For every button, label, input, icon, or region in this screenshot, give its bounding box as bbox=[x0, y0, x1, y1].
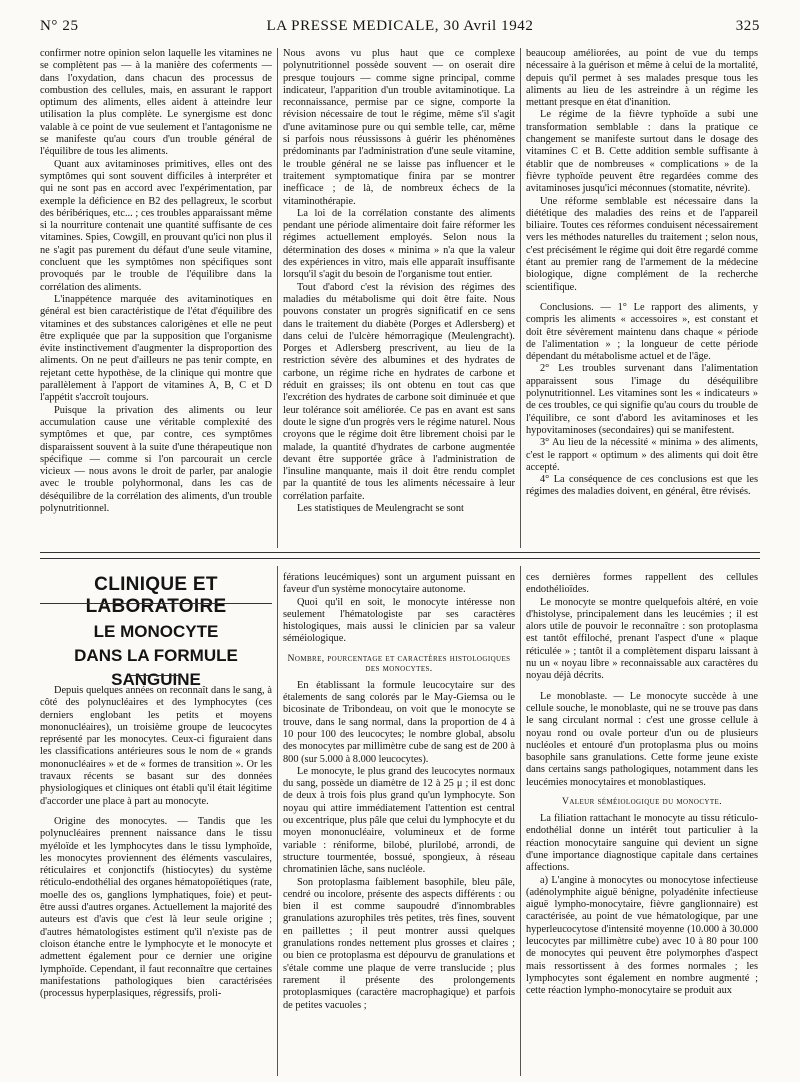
paragraph: En établissant la formule leucocytaire sur des étalements de sang colorés par le May-Giemsa ou le bicosinate de Tribondeau, on voit que le monocyte se trouve, dans le sang normal, dans la proportion de 4 à 10 pour 100 des leucocytes; le nombre global, absolu des monocytes par millimètre cube de sang est de 200 à 800 (sur 5.000 à 8.000 leucocytes). bbox=[283, 679, 515, 765]
paragraph: Son protoplasma faiblement basophile, bleu pâle, cendré ou incolore, présente des aspects différents : ou bien il est comme saupoudré d'innombrables granulations azurophiles très petites, très fines, souvent en paillettes ; il peut montrer aussi quelques granulations rondes nettement plus grosses et claires ; ou bien ce protoplasma est dépourvu de granulations et s'étale comme une plaque de verre translucide ; plus rarement il présente des prolongements protoplasmiques (caractère macrophagique) et parfois de petites vacuoles ; bbox=[283, 876, 515, 1011]
paragraph: Origine des monocytes. — Tandis que les polynucléaires prennent naissance dans le tissu myéloïde et les lymphocytes dans le tissu lymphoïde, les monocytes proviennent des éléments vasculaires, réticulaires et conjonctifs (histiocytes) du système réticulo-endothélial des organes hématopoïétiques (rate, moelle des os, ganglions lymphatiques, foie) et peut-être aussi d'autres organes. Actuellement la majorité des auteurs est d'avis que c'est là leur seule origine ; d'autres hématologistes estiment qu'il n'existe pas de cloison étanche entre le lymphocyte et le monocyte et admettent également pour ce dernier une origine lymphoïde. Cependant, il faut reconnaître que certaines manifestations pathologiques bien caractérisées (processus hyperplasiques, régressifs, proli- bbox=[40, 815, 272, 1000]
paragraph: Tout d'abord c'est la révision des régimes des maladies du métabolisme qui doit être faite. Nous pouvons constater un progrès significatif en ce sens dans le traitement du diabète (Porges et Adlersberg) et dans celui de l'ulcère hémorragique (Meulengracht). Porges et Adlersberg prescrivent, au lieu de la restriction sévère des albumines et des hydrates de carbone, un régime riche en hydrates de carbone et réduit en graisses; ils ont obtenu en tout cas que l'excrétion des hydrates de carbone soit diminuée et que leur tolérance soit améliorée. Ce pas en avant est sans doute le signe d'un progrès vers le régime naturel. Nous croyons que le régime doit être librement choisi par le malade, la quantité d'hydrates de carbone augmentée devant être supportée grâce à l'administration de l'insuline manquante, mais il doit être rendu complet par la quantité de tous les aliments nécessaire à leur corrélation parfaite. bbox=[283, 281, 515, 502]
paragraph: Le monocyte, le plus grand des leucocytes normaux du sang, possède un diamètre de 12 à 25 μ ; il est donc de deux à trois fois plus grand qu'un lymphocyte. Son noyau qui attire immédiatement l'attention est central ou excentrique, plus pâle que celui du lymphocyte et du moyen mononucléaire, volumineux et de forme variable : réniforme, bilobé, plurilobé, arrondi, de structure tourmentée, bossué, spongieux, à réseau chromatinien lâche, sans nucléole. bbox=[283, 765, 515, 876]
paragraph: L'inappétence marquée des avitaminotiques en général est bien caractéristique de l'état d'équilibre des vitamines et des substances calorigènes et elle ne peut être expliquée que par la supposition que l'organisme évite instinctivement d'augmenter la disproportion des aliments. On ne peut d'ailleurs ne pas tenir compte, en rejetant cette hypothèse, de la clinique qui montre que parallèlement à l'apport de vitamines A, B, C et D l'appétit s'accroît toujours. bbox=[40, 293, 272, 404]
section-title: CLINIQUE ET LABORATOIRE bbox=[85, 574, 227, 617]
section-divider bbox=[40, 558, 760, 559]
paragraph: Puisque la privation des aliments ou leur accumulation cause une véritable complexité des symptômes et que, par contre, ces symptômes disparaissent souvent à la suite d'une thérapeutique non spécifique — comme si l'on parcourait un cercle vicieux — nous avons le droit de parler, par analogie avec le trouble polyhormonal, dans les cas de déséquilibre de la corrélation des aliments, d'un trouble polynutritionnel. bbox=[40, 404, 272, 514]
paragraph: Le monoblaste. — Le monocyte succède à une cellule souche, le monoblaste, qui ne se trouve pas dans le sang circulant normal : c'est une grosse cellule à noyau rond ou ovale porteur d'un ou de plusieurs nucléoles et entouré d'un protoplasma plus ou moins basophile sans granulations. Cette forme jeune existe dans certains sangs pathologiques, notamment dans les leucémies monocytaires et monoblastiques. bbox=[526, 690, 758, 788]
paragraph: beaucoup améliorées, au point de vue du temps nécessaire à la guérison et même à celui de la mortalité, depuis qu'il permet à ses malades presque tous les aliments au lieu de les astreindre à un régime les mettant presque en état d'inanition. bbox=[526, 48, 758, 109]
subsection-heading: Valeur séméiologique du monocyte. bbox=[562, 796, 722, 808]
paragraph: Le régime de la fièvre typhoïde a subi une transformation semblable : dans la pratique ce changement se manifeste surtout dans le dosage des vitamines C et B. Cette addition semble suffisante à établir que de nombreuses « complications » de la fièvre typhoïde peuvent être regardées comme des avitaminoses jusqu'ici méconnues (stomatite, névrite). bbox=[526, 109, 758, 195]
article-column-3 bbox=[526, 572, 758, 1075]
article-title-line-1: LE MONOCYTE bbox=[93, 622, 219, 641]
paragraph: Le monocyte se montre quelquefois altéré, en voie d'histolyse, principalement dans les leucémies ; il est alors utile de pouvoir le reconnaître : son protoplasma est tantôt effiloché, prenant l'aspect d'une « plaque réticulée » ; tantôt il a complètement disparu laissant à nu un « noyau libre » reconnaissable aux caractères du noyau déjà décrits. bbox=[526, 596, 758, 682]
page-number: 325 bbox=[735, 18, 760, 34]
paragraph: ces dernières formes rappellent des cellules endothélioïdes. bbox=[526, 572, 758, 596]
journal-title-date: LA PRESSE MEDICALE, 30 Avril 1942 bbox=[266, 18, 534, 34]
article-title bbox=[40, 620, 272, 692]
article-title-rule bbox=[130, 675, 182, 676]
column-divider bbox=[277, 48, 278, 548]
paragraph: Quoi qu'il en soit, le monocyte intéresse non seulement l'hématologiste par ses caractères histologiques, mais aussi le clinicien par sa valeur séméiologique. bbox=[283, 596, 515, 645]
paragraph: La filiation rattachant le monocyte au tissu réticulo-endothélial donne un intérêt tout particulier à la réaction monocytaire sanguine qui devient un signe d'une importance diagnostique capitale dans certaines affections. bbox=[526, 813, 758, 874]
paragraph: 2° Les troubles survenant dans l'alimentation apparaissent sous l'image du déséquilibre polynutritionnel. Les vitamines sont les « indicateurs » de ces troubles, ce qui signifie qu'au cours du trouble de l'équilibre, ce sont d'abord les avitaminoses et les hypovitaminoses (secondaires) qui se manifestent. bbox=[526, 363, 758, 436]
paragraph: a) L'angine à monocytes ou monocytose infectieuse (adénolymphite aiguë bénigne, polyadénite infectieuse aiguë lympho-monocytaire, fièvre ganglionnaire) est caractérisée, au point de vue hématologique, par une hyperleucocytose d'intensité moyenne (10.000 à 30.000 leucocytes par millimètre cube) avec 10 à 80 pour 100 de monocytes qui peuvent être polymorphes d'aspect mais ressortissent à des formes normales ; les lymphocytes sont également en nombre augmenté ; cette réaction lympho-monocytaire se produit aux bbox=[526, 874, 758, 997]
page-header bbox=[40, 14, 760, 40]
paragraph: La loi de la corrélation constante des aliments pendant une période alimentaire doit faire réformer les régimes actuellement employés. Selon nous la détermination des doses « minima » n'a que la valeur des expériences in vitro, mais elle apparaît insuffisante lorsqu'il s'agit du besoin de l'organisme tout entier. bbox=[283, 207, 515, 281]
column-divider bbox=[277, 566, 278, 1076]
top-column-3 bbox=[526, 48, 758, 548]
section-divider bbox=[40, 552, 760, 553]
article-column-2 bbox=[283, 572, 515, 1075]
column-divider bbox=[520, 566, 521, 1076]
paragraph: confirmer notre opinion selon laquelle les vitamines ne se complètent pas — à la manière des coferments — dans l'oxydation, dans chacun des processus de combustion des cellules, mais, en assurant le rapport optimum des aliments, elles aident à atteindre leur utilisation la plus complète. Le synergisme est donc valable à ce point de vue seulement et l'antagonisme ne se manifeste qu'au cours d'un trouble général de l'équilibre de tous les aliments. bbox=[40, 48, 272, 158]
paragraph: Quant aux avitaminoses primitives, elles ont des symptômes qui sont souvent difficiles à interpréter et qui ne sont pas en accord avec l'expérimentation, par exemple la déficience en B2 des pellagreux, le scorbut des béribériques, etc... ; ces troubles apparaissant même si la nourriture contenait une quantité suffisante de ces vitamines. Spies, Cowgill, en prouvant qu'ici non plus il ne s'agit pas purement du défaut d'une seule vitamine, concluent que les symptômes non spécifiques sont provoqués par le trouble de l'équilibre dans la corrélation des aliments. bbox=[40, 158, 272, 293]
paragraph: 3° Au lieu de la nécessité « minima » des aliments, c'est le rapport « optimum » des aliments qui doit être accepté. bbox=[526, 437, 758, 473]
paragraph: Les statistiques de Meulengracht se sont bbox=[297, 502, 464, 514]
paragraph: Nous avons vu plus haut que ce complexe polynutritionnel possède souvent — on oserait dire presque toujours — comme signe principal, comme indicateur, l'apparition d'un trouble avitaminotique. La reconnaissance, permise par ce signe, comporte la révision nécessaire de tout le régime, même s'il s'agit d'une avitaminose pure ou qui semble telle, car, même si parfois nous réussissons à guérir les phénomènes prédominants par l'administration d'une seule vitamine, le trouble général ne se laisse pas influencer et le traitement symptomatique finira par se montrer inefficace ; de là, de nombreux échecs de la vitaminothérapie. bbox=[283, 48, 515, 207]
top-column-2 bbox=[283, 48, 515, 548]
column-divider bbox=[520, 48, 521, 548]
section-title-rule bbox=[40, 603, 272, 604]
paragraph: Depuis quelques années on reconnaît dans le sang, à côté des polynucléaires et des lymphocytes (ces derniers englobant les petits et moyens mononucléaires), un troisième groupe de leucocytes représenté par les monocytes. Ceux-ci figuraient dans les classifications antérieures sous le nom de « grands mononucléaires » et de « formes de transition ». Or les travaux récents se basant sur des données physiologiques et cliniques ont établi qu'il était légitime d'accorder une place à part au monocyte. bbox=[40, 685, 272, 807]
paragraph: Une réforme semblable est nécessaire dans la diététique des maladies des reins et de l'appareil biliaire. Toutes ces réformes conduisent nécessairement vers les méthodes naturelles du traitement ; selon nous, c'est précisément le régime qui doit être regardé comme étant au premier rang de l'armement de la médecine biologique, digne complément de la recherche scientifique. bbox=[526, 195, 758, 293]
conclusions-paragraph: Conclusions. — 1° Le rapport des aliments, y compris les aliments « accessoires », est constant et doit être sévèrement maintenu dans chaque « période de l'alimentation » ; la longueur de cette période dépendant du métabolisme actuel et de l'âge. bbox=[526, 301, 758, 363]
top-column-1 bbox=[40, 48, 272, 548]
article-title-line-2: DANS LA FORMULE SANGUINE bbox=[74, 646, 238, 689]
issue-number: N° 25 bbox=[40, 18, 79, 34]
paragraph: férations leucémiques) sont un argument puissant en faveur d'un système monocytaire autonome. bbox=[283, 572, 515, 596]
article-column-1 bbox=[40, 685, 272, 1075]
paragraph: 4° La conséquence de ces conclusions est que les régimes des maladies doivent, en général, être révisés. bbox=[526, 474, 758, 498]
subsection-heading: Nombre, pourcentage et caractères histologiques des monocytes. bbox=[287, 652, 511, 674]
